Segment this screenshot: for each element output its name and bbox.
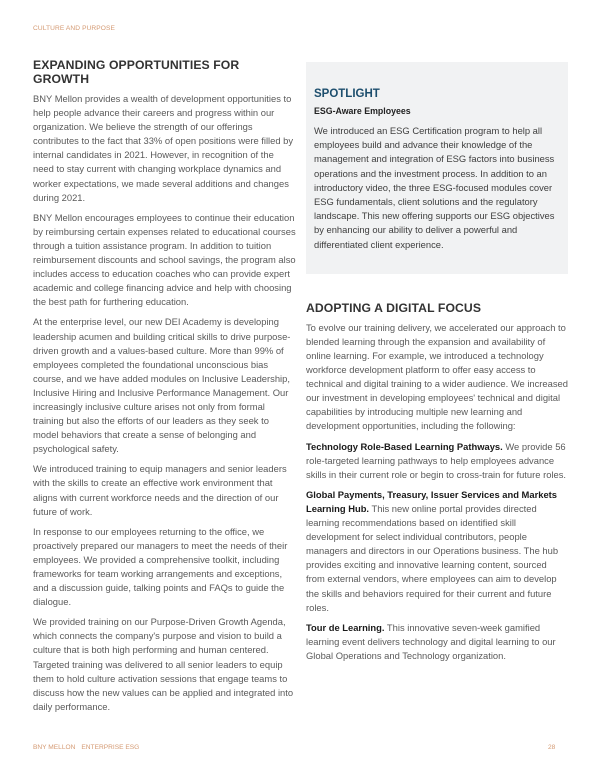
footer	[33, 744, 139, 751]
footer-report: ENTERPRISE ESG	[81, 744, 140, 751]
paragraph: We introduced training to equip managers and senior leaders with the skills to create an effective work environment that aligns with current workforce needs and the direction of our future of work.	[33, 463, 287, 517]
item-lead: Global Payments, Treasury, Issuer Services and Markets Learning Hub.	[306, 488, 557, 514]
right-column	[306, 62, 568, 669]
paragraph: BNY Mellon provides a wealth of development opportunities to help people advance their careers and progress within our organization. We believe the strength of our offerings contributes to the fact that 33% of open positions were filled by internal candidates in 2021. However, in recognition of the need to stay current with changing workplace dynamics and worker expectations, we made several additions and changes during 2021.	[33, 93, 294, 203]
item-text: This innovative seven-week gamified learning event delivers technology and digital learning to our Global Operations and Technology organization.	[306, 621, 556, 661]
section-heading-growth: EXPANDING OPPORTUNITIES FOR GROWTH	[33, 58, 240, 86]
spotlight-body: We introduced an ESG Certification program to help all employees build and advance their knowledge of the management and integration of ESG factors into business operations and the investment process. In addition to an introductory video, the three ESG-focused modules cover ESG fundamentals, client solutions and the regulatory landscape. This new offering supports our ESG objectives by enhancing our ability to deliver a powerful and differentiated client experience.	[314, 125, 555, 250]
paragraph: In response to our employees returning to the office, we proactively prepared our managers to meet the needs of their employees. We provided a comprehensive toolkit, including frameworks for team working arrangements and exceptions, and a discussion guide, talking points and FAQs to guide the dialogue.	[33, 525, 288, 608]
spotlight-subtitle: ESG-Aware Employees	[314, 106, 411, 116]
item-text: We provide 56 role-targeted learning pathways to help employees advance skills in their current role or begin to cross-train for future roles.	[306, 440, 566, 480]
digital-focus-section	[306, 301, 568, 663]
item-lead: Technology Role-Based Learning Pathways.	[306, 440, 503, 452]
paragraph: We provided training on our Purpose-Driven Growth Agenda, which connects the company's purpose and vision to build a culture that is both high performing and human centered. Targeted training was delivered to all senior leaders to equip them to hold culture activation sessions that engage teams to discuss how the new values can be applied and integrated into daily performance.	[33, 616, 294, 712]
page-number: 28	[548, 744, 556, 751]
spotlight-title: SPOTLIGHT	[314, 88, 380, 100]
section-heading-digital: ADOPTING A DIGITAL FOCUS	[306, 300, 482, 315]
list-item	[306, 488, 568, 615]
item-lead: Tour de Learning.	[306, 621, 385, 633]
list-item	[306, 440, 568, 482]
paragraph: To evolve our training delivery, we accelerated our approach to blended learning through the expansion and availability of online learning. For example, we introduced a technology workforce development platform to offer easy access to technical and digital training to a wider audience. We increased our investment in developing employees' technical and digital capabilities by introducing multiple new learning and development opportunities, including the following:	[306, 321, 568, 432]
spotlight-box	[306, 62, 568, 274]
section-label: CULTURE AND PURPOSE	[33, 25, 116, 32]
item-text: This new online portal provides directed learning recommendations based on identified skill development for select individual contributors, people managers and directors in our Operations business. The hub provides exciting and innovative learning content, sourced from external vendors, where employees can aim to develop the skills and behaviors required for their current and future roles.	[306, 502, 559, 613]
paragraph: At the enterprise level, our new DEI Academy is developing leadership acumen and building critical skills to drive purpose-driven growth and a values-based culture. More than 99% of employees completed the foundational unconscious bias course, and we have added modules on Inclusive Leadership, Inclusive Hiring and Inclusive Performance Management. Our increasingly inclusive culture arises not only from formal training but also the efforts of our leaders as they seek to model behaviors that create a sense of belonging and psychological safety.	[33, 316, 291, 455]
footer-brand: BNY MELLON	[33, 744, 76, 751]
paragraph: BNY Mellon encourages employees to continue their education by reimbursing certain expenses related to educational courses through a tuition assistance program. In addition to tuition reimbursement discounts and school savings, the program also includes access to education coaches who can provide expert academic and college financing advice and help with choosing the best path for furthering education.	[33, 211, 296, 308]
left-column	[33, 58, 297, 720]
list-item	[306, 621, 568, 663]
